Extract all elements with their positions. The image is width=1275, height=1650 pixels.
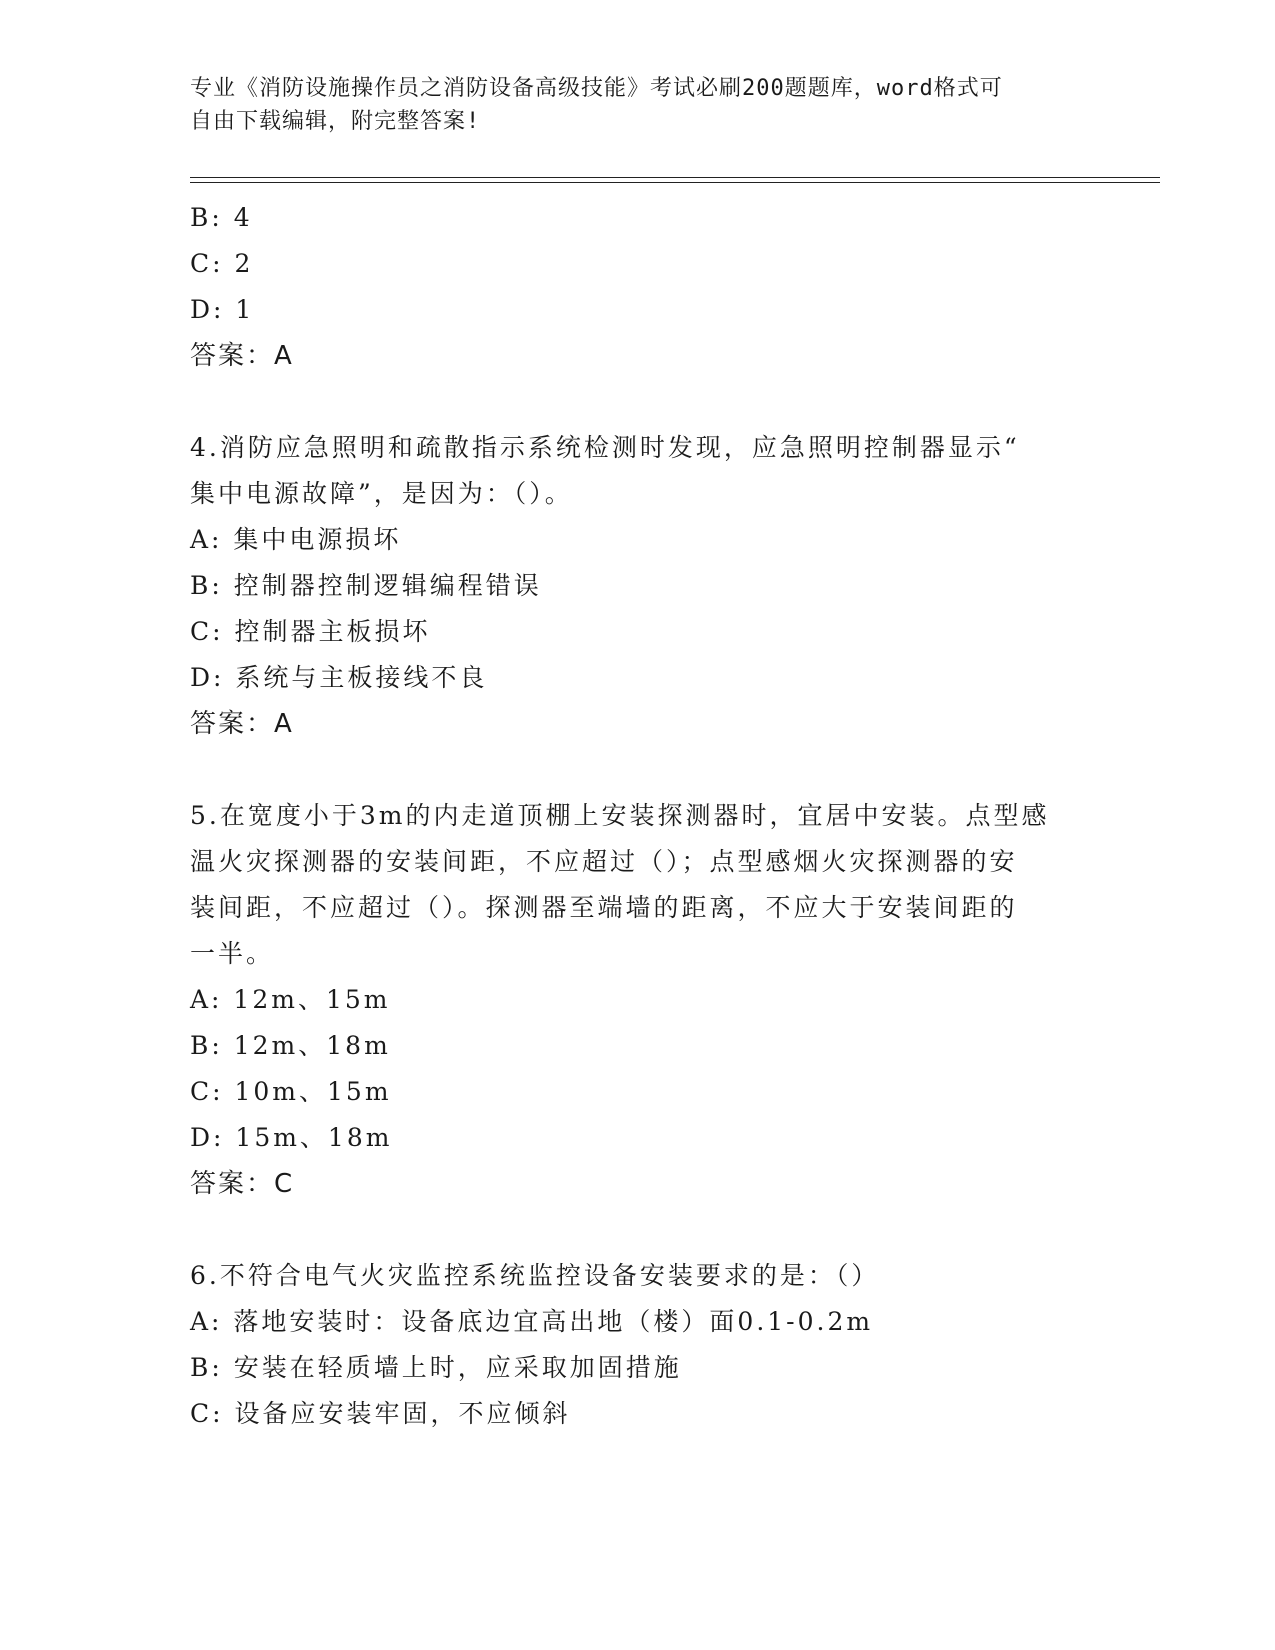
answer: 答案：A [190, 341, 294, 371]
answer: 答案：A [190, 709, 294, 739]
question-stem-line: 集中电源故障”，是因为：（）。 [190, 479, 573, 508]
option-c: C: 设备应安装牢固，不应倾斜 [190, 1399, 571, 1428]
option-a: A: 12m、15m [190, 985, 391, 1014]
option-d: D: 15m、18m [190, 1123, 393, 1152]
question-stem-line: 装间距，不应超过（）。探测器至端墙的距离，不应大于安装间距的 [190, 893, 1018, 922]
option-b: B: 安装在轻质墙上时，应采取加固措施 [190, 1353, 682, 1382]
header-divider-bottom [190, 182, 1160, 183]
question-6 [190, 1253, 1090, 1437]
option-d: D: 1 [190, 295, 255, 324]
answer: 答案：C [190, 1169, 295, 1199]
header-divider-top [190, 177, 1160, 178]
question-stem-line: 温火灾探测器的安装间距，不应超过（）；点型感烟火灾探测器的安 [190, 847, 1018, 876]
option-a: A: 落地安装时：设备底边宜高出地（楼）面0.1-0.2m [190, 1307, 874, 1336]
spacer [190, 747, 1090, 793]
option-c: C: 控制器主板损坏 [190, 617, 431, 646]
option-c: C: 2 [190, 249, 254, 278]
option-a: A: 集中电源损坏 [190, 525, 402, 554]
question-stem-line: 一半。 [190, 939, 275, 968]
spacer [190, 379, 1090, 425]
spacer [190, 1207, 1090, 1253]
question-stem-line: 6.不符合电气火灾监控系统监控设备安装要求的是：（） [190, 1261, 880, 1290]
document-body [190, 195, 1090, 1437]
question-stem-line: 4.消防应急照明和疏散指示系统检测时发现，应急照明控制器显示“ [190, 433, 1020, 462]
option-b: B: 12m、18m [190, 1031, 391, 1060]
page-header [190, 72, 1070, 138]
option-b: B: 控制器控制逻辑编程错误 [190, 571, 542, 600]
header-line-2: 自由下载编辑，附完整答案! [190, 109, 481, 134]
header-line-1: 专业《消防设施操作员之消防设备高级技能》考试必刷200题题库，word格式可 [190, 76, 1003, 101]
option-c: C: 10m、15m [190, 1077, 392, 1106]
question-4 [190, 425, 1090, 747]
option-b: B: 4 [190, 203, 253, 232]
question-stem-line: 5.在宽度小于3m的内走道顶棚上安装探测器时，宜居中安装。点型感 [190, 801, 1050, 830]
question-5 [190, 793, 1090, 1207]
question-3-tail [190, 195, 1090, 379]
option-d: D: 系统与主板接线不良 [190, 663, 488, 692]
